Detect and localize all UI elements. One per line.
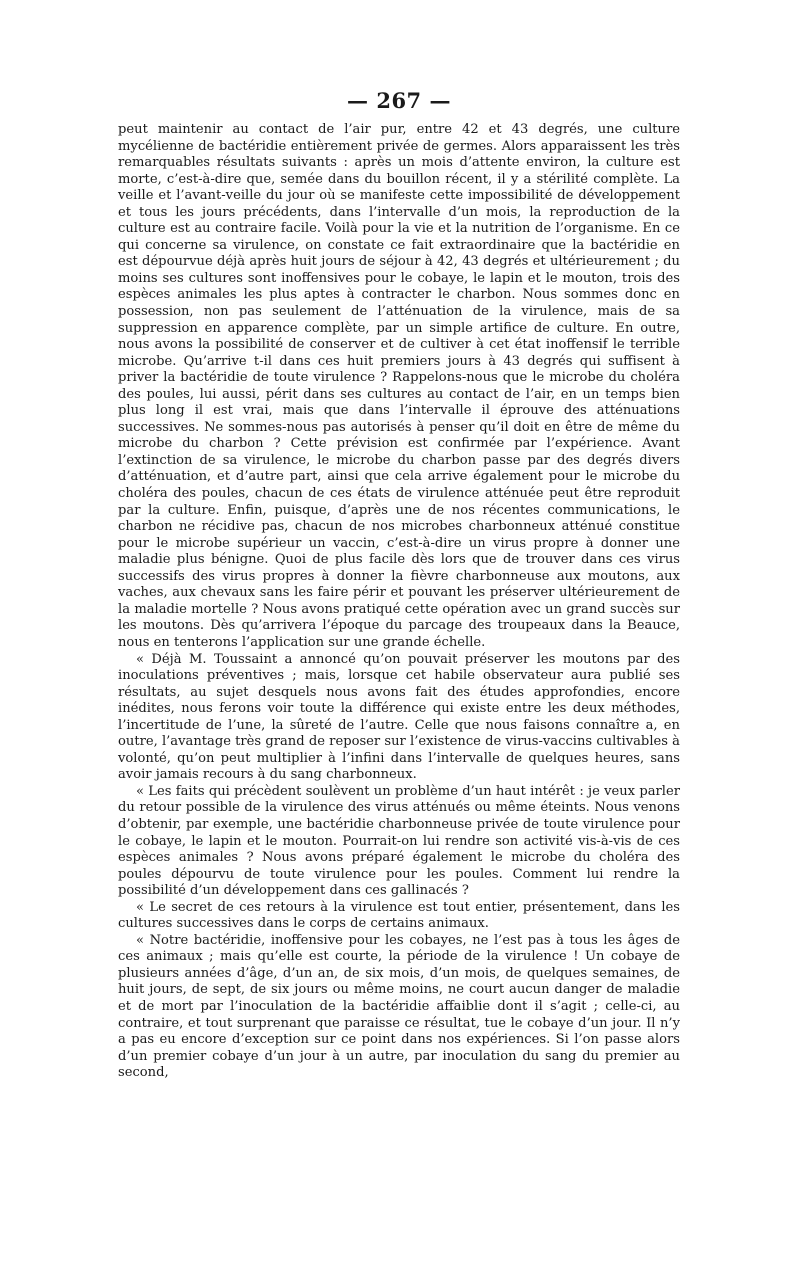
paragraph: « Notre bactéridie, inoffensive pour les cobayes, ne l’est pas à tous les âges de ces animaux ; mais qu’elle est courte, la période de la virulence ! Un cobaye de plusieurs années d’âge, d’un an, de six mois, d’un mois, de quelques semaines, de huit jours, de sept, de six jours ou même moins, ne court aucun danger de maladie et de mort par l’inoculation de la bactéridie affaiblie dont il s’agit ; celle-ci, au contraire, et tout surprenant que paraisse ce résultat, tue le cobaye d’un jour. Il n’y a pas eu encore d’exception sur ce point dans nos expériences. Si l’on passe alors d’un premier cobaye d’un jour à un autre, par inoculation du sang du premier au second, <box>118 932 680 1081</box>
paragraph: peut maintenir au contact de l’air pur, entre 42 et 43 degrés, une culture mycélienne de bactéridie entièrement privée de germes. Alors apparaissent les très remarquables résultats suivants : après un mois d’attente environ, la culture est morte, c’est-à-dire que, semée dans du bouillon récent, il y a stérilité complète. La veille et l’avant-veille du jour où se manifeste cette impossibilité de développement et tous les jours précédents, dans l’intervalle d’un mois, la reproduction de la culture est au contraire facile. Voilà pour la vie et la nutrition de l’organisme. En ce qui concerne sa virulence, on constate ce fait extraordinaire que la bactéridie en est dépourvue déjà après huit jours de séjour à 42, 43 degrés et ultérieurement ; du moins ses cultures sont inoffensives pour le cobaye, le lapin et le mouton, trois des espèces animales les plus aptes à contracter le charbon. Nous sommes donc en possession, non pas seulement de l’atténuation de la virulence, mais de sa suppression en apparence complète, par un simple artifice de culture. En outre, nous avons la possibilité de conserver et de cultiver à cet état inoffensif le terrible microbe. Qu’arrive t-il dans ces huit premiers jours à 43 degrés qui suffisent à priver la bactéridie de toute virulence ? Rappelons-nous que le microbe du choléra des poules, lui aussi, périt dans ses cultures au contact de l’air, en un temps bien plus long il est vrai, mais que dans l’intervalle il éprouve des atténuations successives. Ne sommes-nous pas autorisés à penser qu’il doit en être de même du microbe du charbon ? Cette prévision est confirmée par l’expérience. Avant l’extinction de sa virulence, le microbe du charbon passe par des degrés divers d’atténuation, et d’autre part, ainsi que cela arrive également pour le microbe du choléra des poules, chacun de ces états de virulence atténuée peut être reproduit par la culture. Enfin, puisque, d’après une de nos récentes communications, le charbon ne récidive pas, chacun de nos microbes charbonneux atténué constitue pour le microbe supérieur un vaccin, c’est-à-dire un virus propre à donner une maladie plus bénigne. Quoi de plus facile dès lors que de trouver dans ces virus successifs des virus propres à donner la fièvre charbonneuse aux moutons, aux vaches, aux chevaux sans les faire périr et pouvant les préserver ultérieurement de la maladie mortelle ? Nous avons pratiqué cette opération avec un grand succès sur les moutons. Dès qu’arrivera l’époque du parcage des troupeaux dans la Beauce, nous en tenterons l’application sur une grande échelle. <box>118 122 680 650</box>
book-page <box>118 88 680 1082</box>
page-number: — 267 — <box>347 88 451 113</box>
paragraph: « Le secret de ces retours à la virulence est tout entier, présentement, dans les cultures successives dans le corps de certains animaux. <box>118 899 680 932</box>
paragraph: « Les faits qui précèdent soulèvent un problème d’un haut intérêt : je veux parler du retour possible de la virulence des virus atténués ou même éteints. Nous venons d’obtenir, par exemple, une bactéridie charbonneuse privée de toute virulence pour le cobaye, le lapin et le mouton. Pourrait-on lui rendre son activité vis-à-vis de ces espèces animales ? Nous avons préparé également le microbe du choléra des poules dépourvu de toute virulence pour les poules. Comment lui rendre la possibilité d’un développement dans ces gallinacés ? <box>118 783 680 899</box>
body-text <box>118 122 680 1082</box>
paragraph: « Déjà M. Toussaint a annoncé qu’on pouvait préserver les moutons par des inoculations préventives ; mais, lorsque cet habile observateur aura publié ses résultats, au sujet desquels nous avons fait des études approfondies, encore inédites, nous ferons voir toute la différence qui existe entre les deux méthodes, l’incertitude de l’une, la sûreté de l’autre. Celle que nous faisons connaître a, en outre, l’avantage très grand de reposer sur l’existence de virus-vaccins cultivables à volonté, qu’on peut multiplier à l’infini dans l’intervalle de quelques heures, sans avoir jamais recours à du sang charbonneux. <box>118 651 680 783</box>
